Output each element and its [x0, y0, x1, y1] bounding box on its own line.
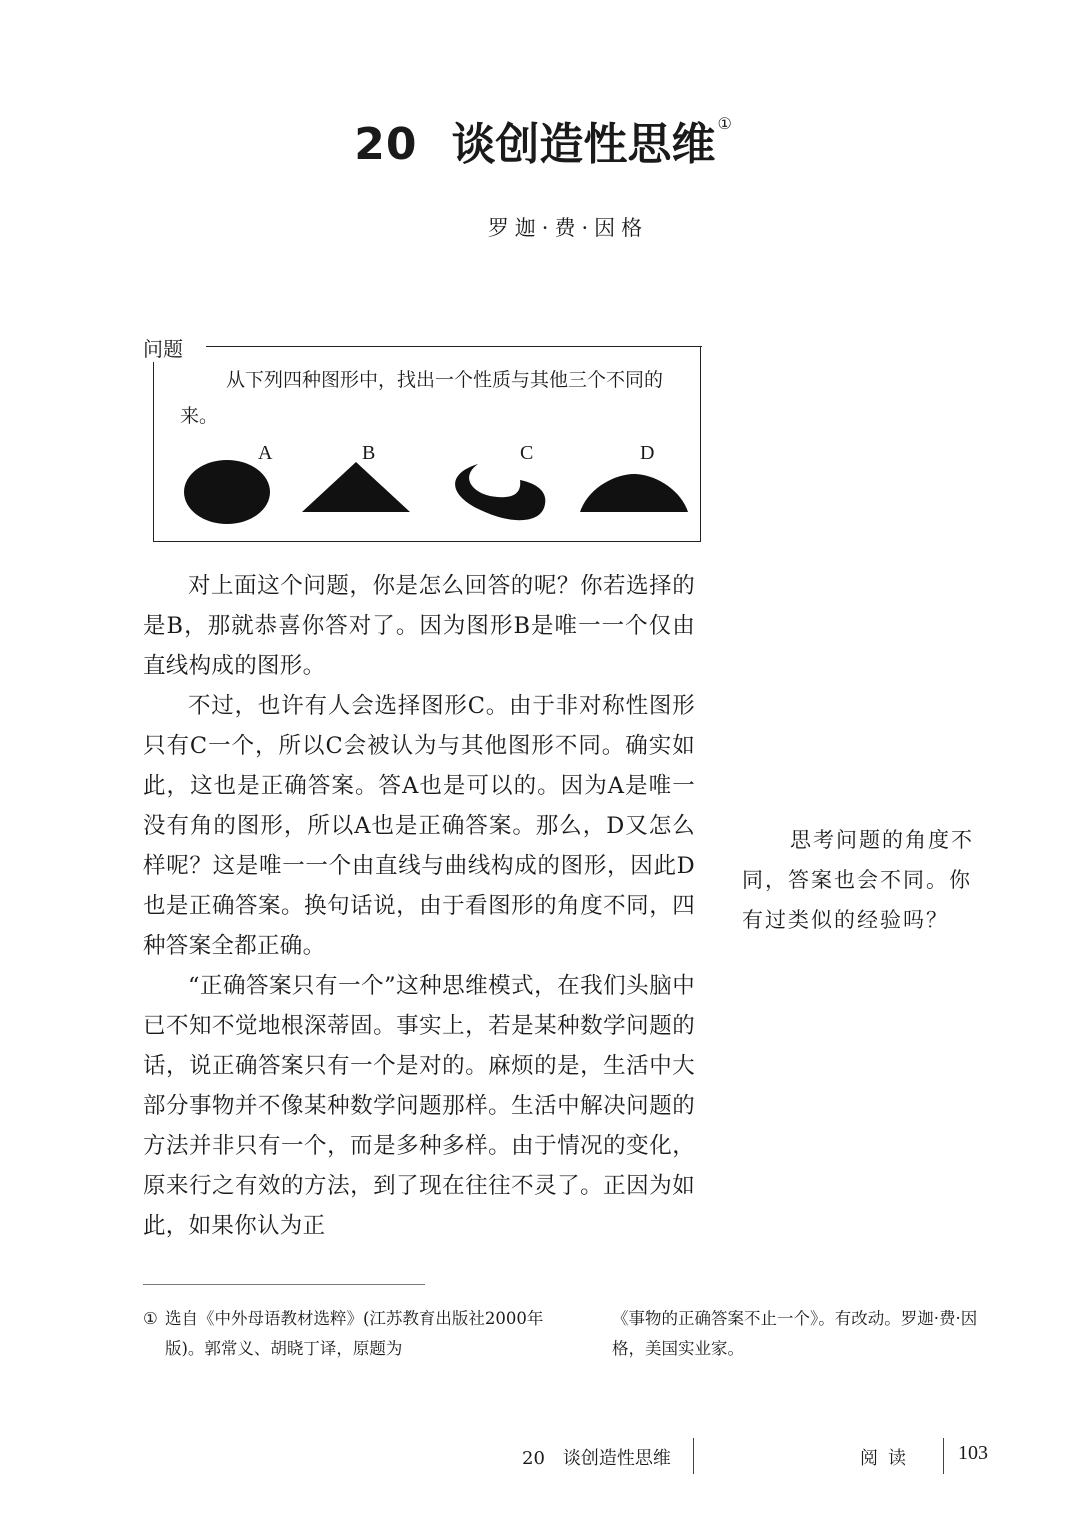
author: 罗迦·费·因格 — [487, 216, 649, 240]
figure-label-b: B — [362, 442, 376, 464]
page-title — [0, 108, 1086, 172]
problem-label: 问题 — [143, 333, 187, 362]
page-number: 103 — [958, 1442, 988, 1464]
footnote-text-right: 《事物的正确答案不止一个》。有改动。罗迦·费·因格，美国实业家。 — [612, 1309, 978, 1358]
article-body — [143, 566, 695, 1246]
figure-b-triangle — [302, 462, 410, 512]
footer-section-name: 阅读 — [860, 1448, 916, 1469]
figure-label-a: A — [258, 442, 273, 464]
footnote-left — [143, 1304, 573, 1364]
figure-label-c: C — [520, 442, 534, 464]
footnote-mark: ① — [143, 1309, 158, 1328]
problem-figures — [160, 452, 700, 532]
title-footnote-mark[interactable]: ① — [717, 114, 732, 133]
figure-label-d: D — [640, 442, 655, 464]
side-note — [742, 820, 992, 940]
title-number: 20 — [354, 119, 418, 170]
problem-text: 从下列四种图形中，找出一个性质与其他三个不同的来。 — [180, 369, 664, 427]
title-text: 谈创造性思维 — [451, 119, 716, 170]
figure-c-crescent — [455, 464, 545, 520]
paragraph-1: 对上面这个问题，你是怎么回答的呢？你若选择的是B，那就恭喜你答对了。因为图形B是唯一一个仅由直线构成的图形。 — [143, 573, 695, 679]
footnote-rule — [143, 1284, 425, 1285]
figure-d-half-ellipse — [580, 474, 688, 512]
footer-divider — [693, 1438, 694, 1474]
side-note-text: 思考问题的角度不同，答案也会不同。你有过类似的经验吗？ — [742, 828, 974, 932]
paragraph-3: “正确答案只有一个”这种思维模式，在我们头脑中已不知不觉地根深蒂固。事实上，若是某种数学问题的话，说正确答案只有一个是对的。麻烦的是，生活中大部分事物并不像某种数学问题那样。生活中解决问题的方法并非只有一个，而是多种多样。由于情况的变化，原来行之有效的方法，到了现在往往不灵了。正因为如此，如果你认为正 — [143, 973, 695, 1239]
footer-divider — [943, 1438, 944, 1474]
paragraph-2: 不过，也许有人会选择图形C。由于非对称性图形只有C一个，所以C会被认为与其他图形不同。确实如此，这也是正确答案。答A也是可以的。因为A是唯一没有角的图形，所以A也是正确答案。那么，D又怎么样呢？这是唯一一个由直线与曲线构成的图形，因此D也是正确答案。换句话说，由于看图形的角度不同，四种答案全都正确。 — [143, 693, 695, 959]
footer-chapter-title: 20 谈创造性思维 — [522, 1448, 671, 1469]
figure-a-ellipse — [184, 460, 270, 524]
footnote-text-left: 选自《中外母语教材选粹》(江苏教育出版社2000年版)。郭常义、胡晓丁译，原题为 — [165, 1309, 544, 1358]
